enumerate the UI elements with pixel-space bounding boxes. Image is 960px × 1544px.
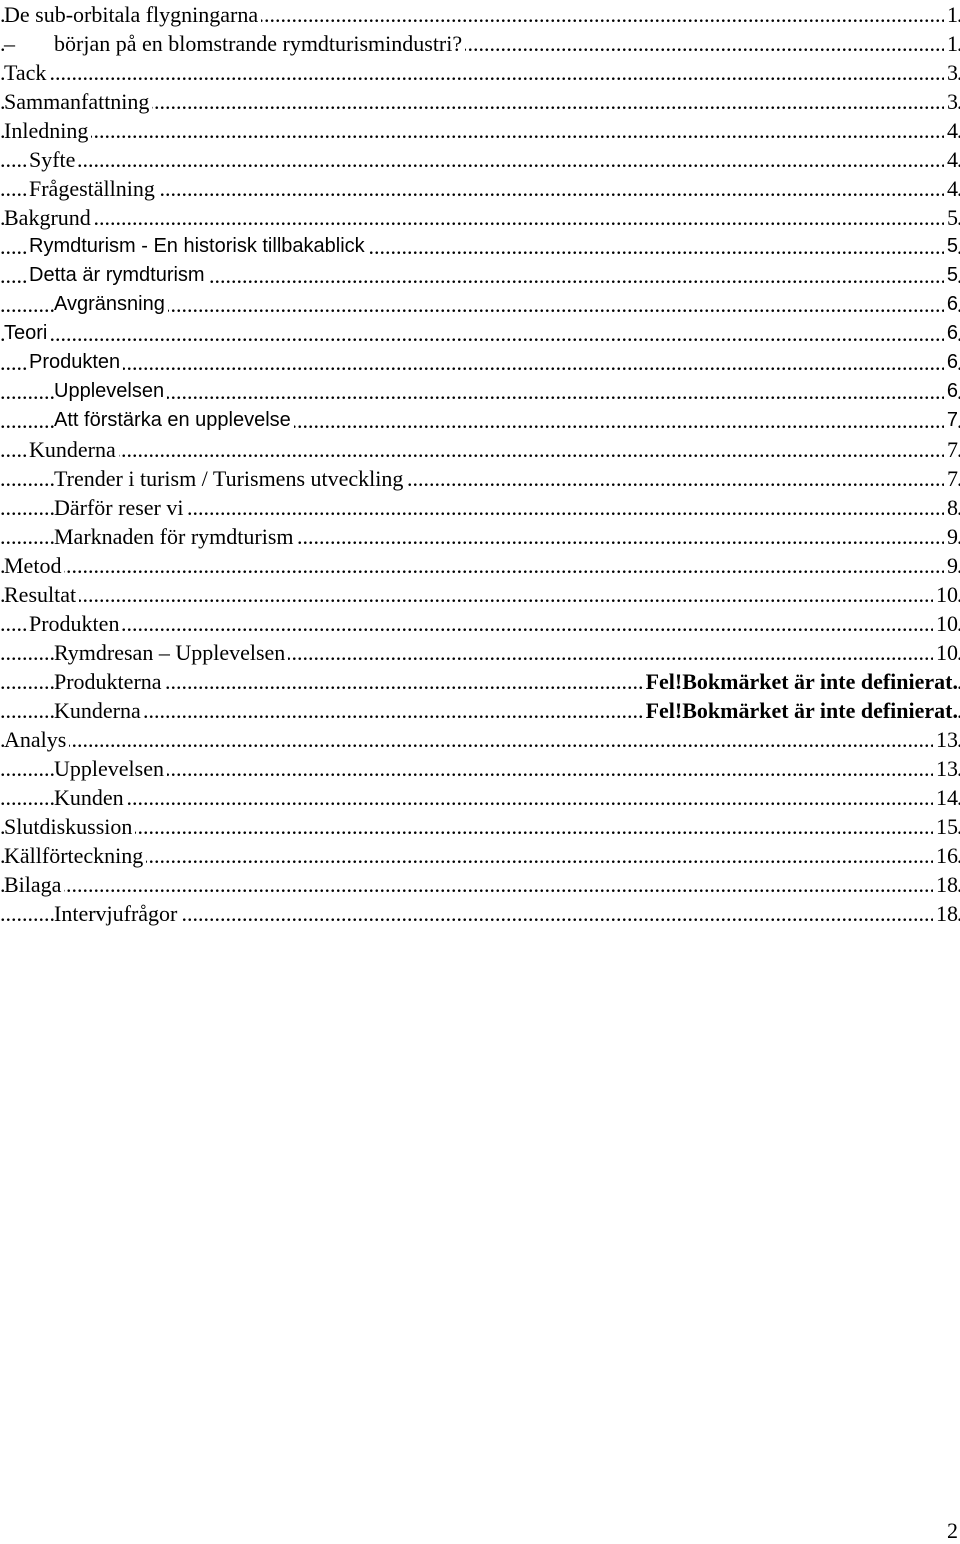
toc-entry-title — [4, 29, 465, 58]
toc-entry-title: Frågeställning — [29, 174, 158, 203]
toc-entry-page: 18 — [933, 870, 958, 899]
toc-entry-page: 1 — [944, 0, 958, 29]
toc-entry-page: 16 — [933, 841, 958, 870]
toc-entry[interactable] — [0, 203, 960, 232]
toc-entry-title: Trender i turism / Turismens utveckling — [54, 464, 406, 493]
toc-leader-dots — [0, 116, 960, 145]
toc-entry[interactable] — [0, 551, 960, 580]
toc-entry-page: 3 — [944, 58, 958, 87]
toc-entry[interactable] — [0, 580, 960, 609]
toc-entry-page: 9 — [944, 551, 958, 580]
toc-entry-title: Syfte — [29, 145, 78, 174]
toc-entry-page: 1 — [944, 29, 958, 58]
toc-entry[interactable] — [0, 29, 960, 58]
toc-entry-title: Sammanfattning — [4, 87, 152, 116]
toc-entry-page: 5 — [944, 232, 958, 261]
toc-entry-page: 15 — [933, 812, 958, 841]
page-number: 2 — [947, 1518, 958, 1543]
toc-entry[interactable] — [0, 406, 960, 435]
toc-entry-title: Rymdturism - En historisk tillbakablick — [29, 232, 368, 261]
toc-entry[interactable] — [0, 0, 960, 29]
toc-entry[interactable] — [0, 725, 960, 754]
toc-entry-title: De sub-orbitala flygningarna — [4, 0, 261, 29]
toc-entry[interactable] — [0, 899, 960, 928]
toc-entry[interactable] — [0, 841, 960, 870]
toc-leader-dots — [0, 609, 960, 638]
toc-entry[interactable] — [0, 812, 960, 841]
toc-entry[interactable] — [0, 522, 960, 551]
toc-leader-dots — [0, 58, 960, 87]
toc-entry-page: 3 — [944, 87, 958, 116]
toc-entry[interactable] — [0, 232, 960, 261]
toc-entry[interactable] — [0, 464, 960, 493]
toc-entry-title: Att förstärka en upplevelse — [54, 406, 294, 435]
toc-entry[interactable] — [0, 754, 960, 783]
toc-entry-title: Slutdiskussion — [4, 812, 135, 841]
toc-entry-title: Källförteckning — [4, 841, 146, 870]
toc-entry-title: Upplevelsen — [54, 377, 167, 406]
toc-entry-page: 4 — [944, 174, 958, 203]
toc-leader-dots — [0, 203, 960, 232]
toc-entry[interactable] — [0, 87, 960, 116]
toc-entry-page: Fel!Bokmärket är inte definierat. — [643, 667, 958, 696]
toc-entry-title: Avgränsning — [54, 290, 168, 319]
toc-entry-title: Analys — [4, 725, 69, 754]
toc-entry-title: Bilaga — [4, 870, 64, 899]
toc-entry[interactable] — [0, 261, 960, 290]
toc-entry-title: Produkten — [29, 609, 122, 638]
toc-leader-dots — [0, 725, 960, 754]
toc-entry-title: Marknaden för rymdturism — [54, 522, 297, 551]
toc-entry-title: Produkten — [29, 348, 123, 377]
toc-leader-dots — [0, 348, 960, 377]
toc-entry-title: Detta är rymdturism — [29, 261, 208, 290]
toc-leader-dots — [0, 783, 960, 812]
toc-entry-page: 5 — [944, 261, 958, 290]
toc-entry-title-text: början på en blomstrande rymdturismindustri? — [54, 31, 463, 56]
toc-entry-page: 4 — [944, 145, 958, 174]
toc-entry-page: 13 — [933, 725, 958, 754]
toc-entry[interactable] — [0, 58, 960, 87]
toc-entry[interactable] — [0, 493, 960, 522]
toc-entry[interactable] — [0, 290, 960, 319]
toc-entry[interactable] — [0, 116, 960, 145]
toc-entry-page: 9 — [944, 522, 958, 551]
toc-entry[interactable] — [0, 319, 960, 348]
toc-entry-page: 7 — [944, 435, 958, 464]
toc-entry[interactable] — [0, 667, 960, 696]
toc-entry-page: 6 — [944, 319, 958, 348]
toc-entry-title: Inledning — [4, 116, 91, 145]
toc-entry-page: 5 — [944, 203, 958, 232]
toc-entry[interactable] — [0, 377, 960, 406]
toc-leader-dots — [0, 870, 960, 899]
toc-leader-dots — [0, 319, 960, 348]
toc-entry[interactable] — [0, 638, 960, 667]
toc-entry-page: 18 — [933, 899, 958, 928]
toc-entry-page: 7 — [944, 464, 958, 493]
toc-entry-title: Produkterna — [54, 667, 165, 696]
toc-entry[interactable] — [0, 609, 960, 638]
toc-entry-page: 13 — [933, 754, 958, 783]
toc-entry-title: Intervjufrågor — [54, 899, 180, 928]
toc-entry[interactable] — [0, 348, 960, 377]
toc-leader-dots — [0, 812, 960, 841]
toc-entry[interactable] — [0, 145, 960, 174]
toc-entry-title: Kunderna — [29, 435, 119, 464]
toc-entry[interactable] — [0, 174, 960, 203]
toc-entry-page: 4 — [944, 116, 958, 145]
toc-entry-page: 6 — [944, 377, 958, 406]
toc-entry-title: Bakgrund — [4, 203, 94, 232]
toc-entry-page: 6 — [944, 290, 958, 319]
toc-entry[interactable] — [0, 783, 960, 812]
toc-entry-page: 14 — [933, 783, 958, 812]
toc-entry[interactable] — [0, 435, 960, 464]
toc-leader-dots — [0, 435, 960, 464]
toc-entry-title: Resultat — [4, 580, 79, 609]
toc-entry-page: 10 — [933, 638, 958, 667]
toc-entry-title: Kunderna — [54, 696, 144, 725]
toc-entry-page: 10 — [933, 609, 958, 638]
toc-entry-title: Därför reser vi — [54, 493, 187, 522]
toc-entry[interactable] — [0, 870, 960, 899]
toc-entry-page: 7 — [944, 406, 958, 435]
toc-leader-dots — [0, 551, 960, 580]
toc-entry-page: 8 — [944, 493, 958, 522]
toc-entry-page: 6 — [944, 348, 958, 377]
toc-entry-title: Metod — [4, 551, 64, 580]
toc-leader-dots — [0, 580, 960, 609]
toc-leader-dots — [0, 145, 960, 174]
toc-entry-title: Upplevelsen — [54, 754, 167, 783]
toc-entry-page: 10 — [933, 580, 958, 609]
toc-entry-title: Tack — [4, 58, 49, 87]
toc-entry-title: Kunden — [54, 783, 127, 812]
toc-entry[interactable] — [0, 696, 960, 725]
toc-entry-title: Rymdresan – Upplevelsen — [54, 638, 288, 667]
toc-entry-title: Teori — [4, 319, 50, 348]
toc-entry-page: Fel!Bokmärket är inte definierat. — [643, 696, 958, 725]
dash-glyph: – — [4, 31, 15, 56]
